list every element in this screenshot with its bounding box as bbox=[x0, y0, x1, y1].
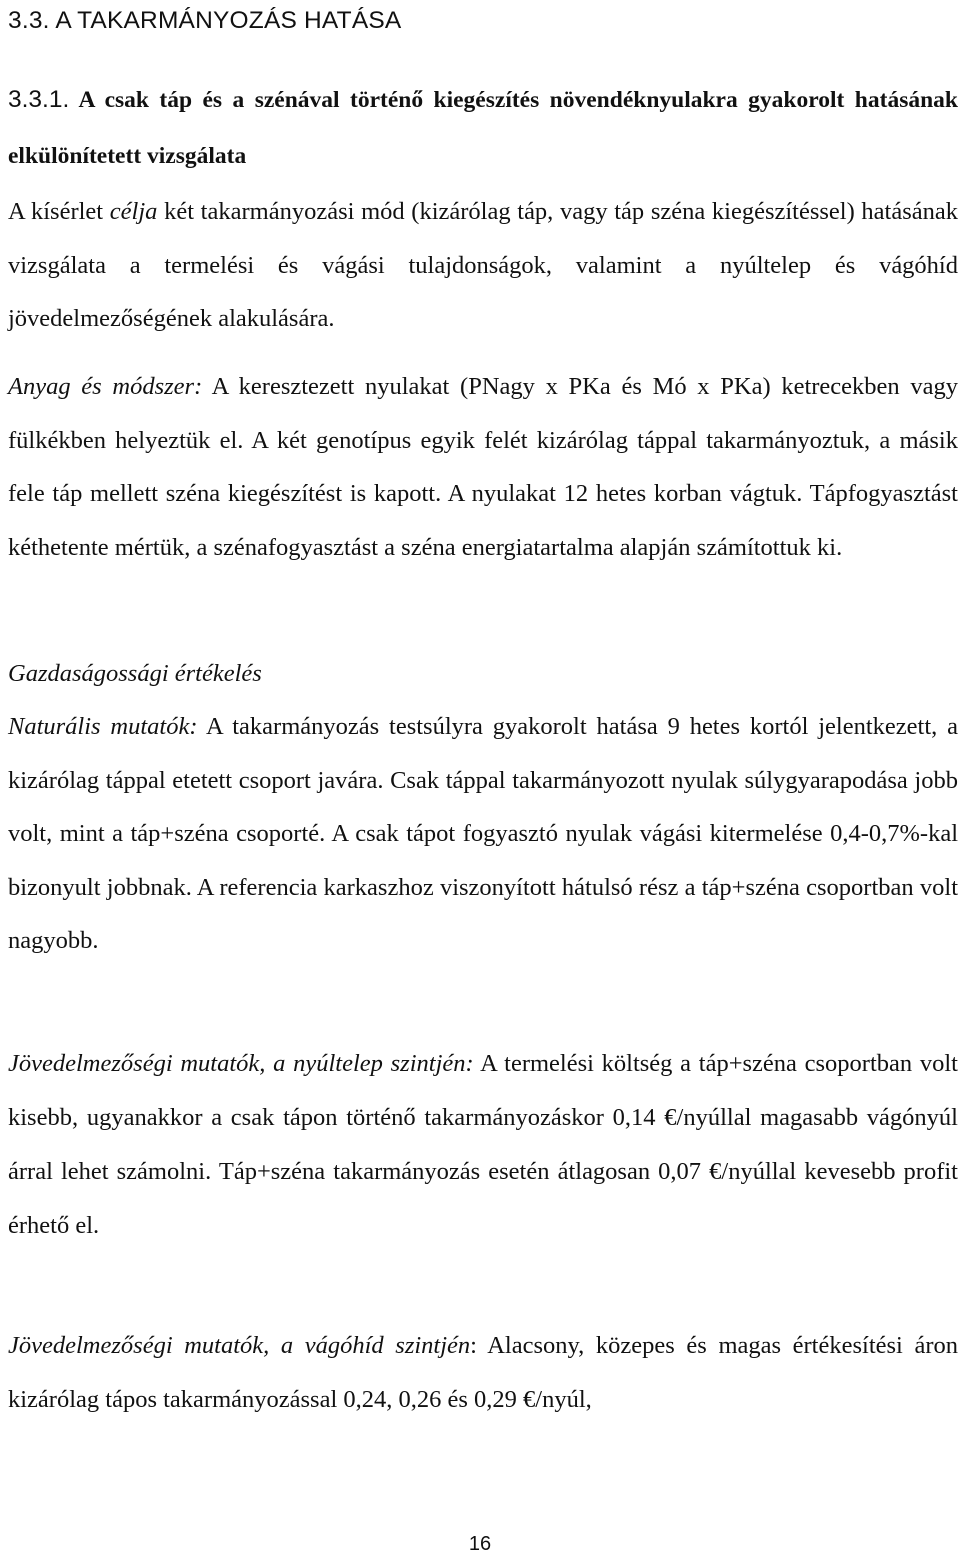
farm-profitability-paragraph bbox=[8, 1037, 958, 1253]
subsection-title: A csak táp és a szénával történő kiegészítés növendéknyulakra gyakorolt hatásának elkülönítetett vizsgálata bbox=[8, 87, 958, 169]
subsection-number: 3.3.1. bbox=[8, 86, 70, 113]
slaughterhouse-profitability-paragraph bbox=[8, 1319, 958, 1427]
farm-label: Jövedelmezőségi mutatók, a nyúltelep szintjén: bbox=[8, 1050, 474, 1077]
slaughterhouse-label: Jövedelmezőségi mutatók, a vágóhíd szintjén bbox=[8, 1332, 471, 1359]
natural-paragraph bbox=[8, 700, 958, 968]
method-label: Anyag és módszer: bbox=[8, 373, 203, 400]
goal-lead: A kísérlet bbox=[8, 198, 104, 225]
natural-text: A takarmányozás testsúlyra gyakorolt hatása 9 hetes kortól jelentkezett, a kizárólag táppal etetett csoport javára. Csak táppal takarmányozott nyulak súlygyarapodása jobb volt, mint a táp+széna csoporté. A csak tápot fogyasztó nyulak vágási kitermelése 0,4-0,7%-kal bizonyult jobbnak. A referencia karkaszhoz viszonyított hátulsó rész a táp+széna csoportban volt nagyobb. bbox=[8, 713, 959, 954]
goal-text: két takarmányozási mód (kizárólag táp, vagy táp széna kiegészítéssel) hatásának vizsgálata a termelési és vágási tulajdonságok, valamint a nyúltelep és vágóhíd jövedelmezőségének alakulására. bbox=[8, 198, 959, 332]
subsection-heading bbox=[8, 72, 958, 184]
slaughterhouse-colon: : bbox=[470, 1332, 477, 1359]
goal-label: célja bbox=[109, 198, 158, 225]
natural-label: Naturális mutatók: bbox=[8, 713, 198, 740]
farm-text: A termelési költség a táp+széna csoportban volt kisebb, ugyanakkor a csak tápon történő takarmányozáskor 0,14 €/nyúllal magasabb vágónyúl árral lehet számolni. Táp+széna takarmányozás esetén átlagosan 0,07 €/nyúllal kevesebb profit érhető el. bbox=[8, 1050, 958, 1239]
section-heading: 3.3. A TAKARMÁNYOZÁS HATÁSA bbox=[8, 7, 402, 34]
method-text: A keresztezett nyulakat (PNagy x PKa és Mó x PKa) ketrecekben vagy fülkékben helyeztük el. A két genotípus egyik felét kizárólag táppal takarmányoztuk, a másik fele táp mellett széna kiegészítést is kapott. A nyulakat 12 hetes korban vágtuk. Tápfogyasztást kéthetente mértük, a szénafogyasztást a széna energiatartalma alapján számítottuk ki. bbox=[8, 373, 958, 561]
economics-title: Gazdaságossági értékelés bbox=[8, 660, 262, 687]
goal-paragraph bbox=[8, 185, 958, 346]
method-paragraph bbox=[8, 360, 958, 574]
slaughterhouse-text: Alacsony, közepes és magas értékesítési áron kizárólag tápos takarmányozással 0,24, 0,26 és 0,29 €/nyúl, bbox=[8, 1332, 958, 1413]
page-number: 16 bbox=[468, 1533, 492, 1555]
